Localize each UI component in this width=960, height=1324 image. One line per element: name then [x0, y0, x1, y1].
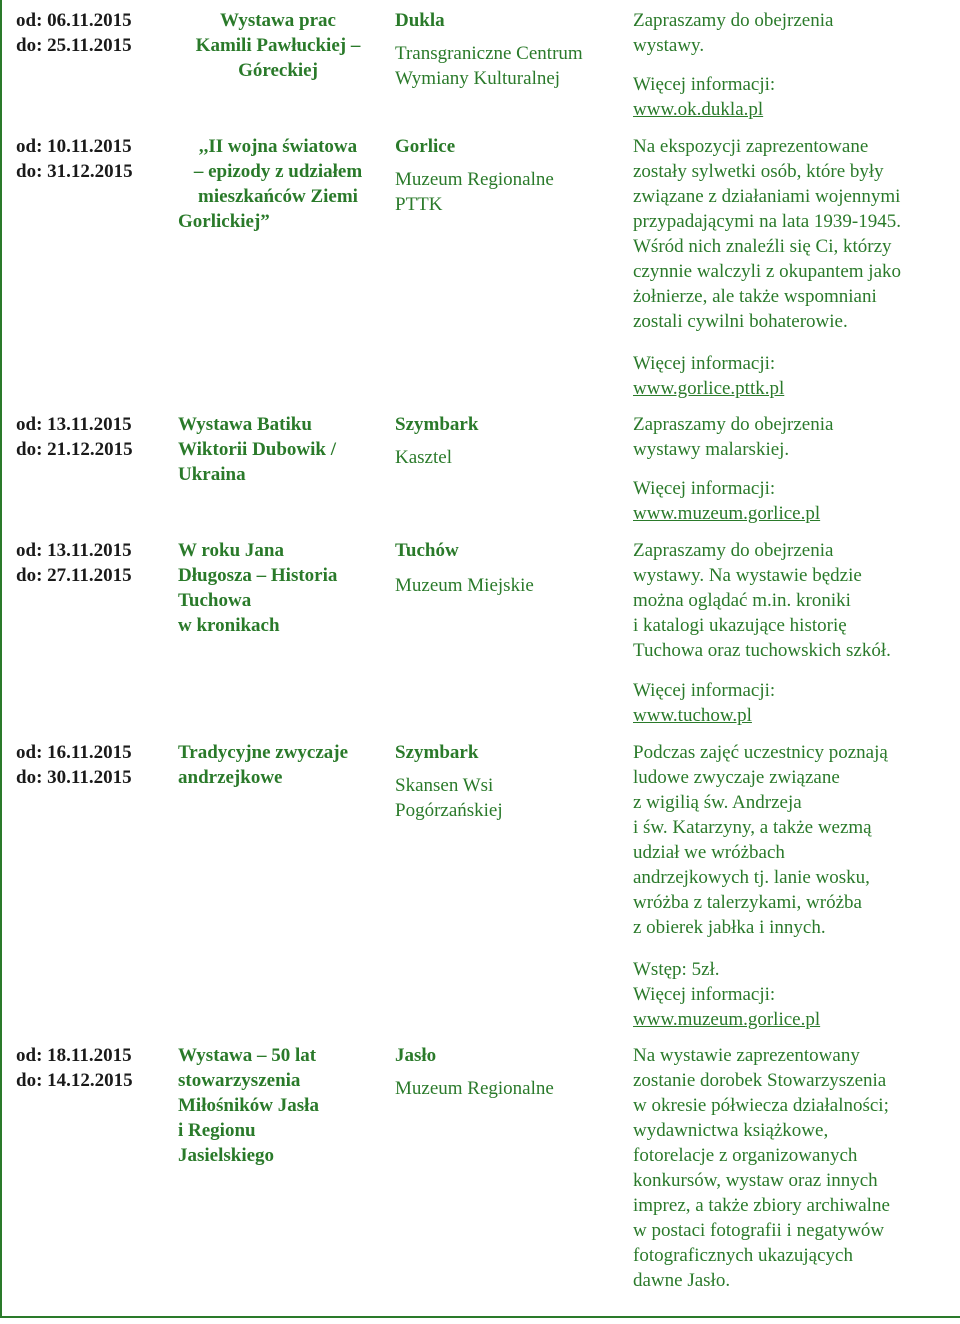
date-to: do: 31.12.2015: [16, 161, 133, 182]
date-from: od: 10.11.2015: [16, 136, 132, 157]
desc-line: fotorelacje z organizowanych: [633, 1145, 858, 1166]
event-dates: [16, 412, 166, 462]
title-line: Góreckiej: [238, 60, 318, 81]
title-line: Tuchowa: [178, 590, 252, 611]
more-info-link[interactable]: www.gorlice.pttk.pl: [633, 378, 785, 399]
place-venue: [395, 41, 615, 91]
event-place: [395, 8, 615, 91]
title-line: Gorlickiej”: [178, 211, 270, 232]
desc-line: wróżba z talerzykami, wróżba: [633, 892, 862, 913]
date-to: do: 21.12.2015: [16, 439, 133, 460]
desc-line: Zapraszamy do obejrzenia: [633, 414, 834, 435]
date-from: od: 13.11.2015: [16, 414, 132, 435]
title-line: Długosza – Historia: [178, 565, 338, 586]
event-description: [633, 134, 953, 401]
event-title: [178, 740, 378, 790]
event-description: [633, 1043, 953, 1293]
date-from: od: 06.11.2015: [16, 10, 132, 31]
date-to: do: 14.12.2015: [16, 1070, 133, 1091]
title-line: ,,II wojna światowa: [198, 136, 358, 157]
desc-line: konkursów, wystaw oraz innych: [633, 1170, 878, 1191]
desc-line: Tuchowa oraz tuchowskich szkół.: [633, 640, 891, 661]
desc-line: i św. Katarzyny, a także wezmą: [633, 817, 872, 838]
title-line: stowarzyszenia: [178, 1070, 301, 1091]
place-venue: [395, 445, 615, 470]
venue-line: Muzeum Regionalne: [395, 169, 554, 190]
title-line: i Regionu: [178, 1120, 256, 1141]
event-place: [395, 134, 615, 217]
more-info-label: Więcej informacji:: [633, 984, 776, 1005]
desc-line: w postaci fotografii i negatywów: [633, 1220, 885, 1241]
more-info-label: Więcej informacji:: [633, 353, 776, 374]
place-city: Jasło: [395, 1045, 437, 1066]
venue-line: Muzeum Regionalne: [395, 1078, 554, 1099]
event-dates: [16, 538, 166, 588]
more-info-label: Więcej informacji:: [633, 680, 776, 701]
desc-line: udział we wróżbach: [633, 842, 785, 863]
venue-line: Skansen Wsi: [395, 775, 494, 796]
title-line: mieszkańców Ziemi: [198, 186, 358, 207]
desc-line: przypadającymi na lata 1939-1945.: [633, 211, 902, 232]
desc-line: fotograficznych ukazujących: [633, 1245, 853, 1266]
desc-line: dawne Jasło.: [633, 1270, 731, 1291]
desc-line: w okresie półwiecza działalności;: [633, 1095, 889, 1116]
title-line: Wystawa Batiku: [178, 414, 312, 435]
desc-line: Wśród nich znaleźli się Ci, którzy: [633, 236, 892, 257]
title-line: andrzejkowe: [178, 767, 283, 788]
desc-line: żołnierze, ale także wspomniani: [633, 286, 877, 307]
more-info-link[interactable]: www.muzeum.gorlice.pl: [633, 1009, 821, 1030]
event-title: [178, 412, 378, 487]
event-dates: [16, 1043, 166, 1093]
date-from: od: 18.11.2015: [16, 1045, 132, 1066]
event-place: [395, 740, 615, 823]
title-line: Wystawa prac: [220, 10, 336, 31]
place-city: Szymbark: [395, 742, 479, 763]
desc-line: wystawy. Na wystawie będzie: [633, 565, 862, 586]
desc-line: Zapraszamy do obejrzenia: [633, 540, 834, 561]
place-city: Gorlice: [395, 136, 456, 157]
event-place: [395, 412, 615, 470]
place-venue: [395, 167, 615, 217]
desc-line: czynnie walczyli z okupantem jako: [633, 261, 902, 282]
venue-line: Muzeum Miejskie: [395, 575, 534, 596]
desc-line: zostali cywilni bohaterowie.: [633, 311, 848, 332]
admission-fee: Wstęp: 5zł.: [633, 959, 720, 980]
event-dates: [16, 134, 166, 184]
event-dates: [16, 740, 166, 790]
place-venue: [395, 1076, 615, 1101]
page-bottom-border: [0, 1316, 960, 1318]
title-line: W roku Jana: [178, 540, 284, 561]
date-to: do: 25.11.2015: [16, 35, 132, 56]
desc-line: andrzejkowych tj. lanie wosku,: [633, 867, 870, 888]
desc-line: Zapraszamy do obejrzenia: [633, 10, 834, 31]
place-venue: [395, 573, 615, 598]
event-title: [178, 134, 378, 234]
date-from: od: 13.11.2015: [16, 540, 132, 561]
place-venue: [395, 773, 615, 823]
title-line: Wystawa – 50 lat: [178, 1045, 317, 1066]
desc-line: wystawy malarskiej.: [633, 439, 790, 460]
desc-line: Podczas zajęć uczestnicy poznają: [633, 742, 888, 763]
more-info-link[interactable]: www.tuchow.pl: [633, 705, 752, 726]
page-left-border: [0, 0, 2, 1318]
desc-line: z wigilią św. Andrzeja: [633, 792, 802, 813]
event-description: [633, 740, 953, 1032]
event-description: [633, 538, 953, 728]
more-info-link[interactable]: www.muzeum.gorlice.pl: [633, 503, 821, 524]
title-line: Ukraina: [178, 464, 246, 485]
more-info-label: Więcej informacji:: [633, 74, 776, 95]
desc-line: Na wystawie zaprezentowany: [633, 1045, 860, 1066]
event-title: [178, 8, 378, 83]
title-line: Tradycyjne zwyczaje: [178, 742, 349, 763]
date-from: od: 16.11.2015: [16, 742, 132, 763]
venue-line: Kasztel: [395, 447, 452, 468]
date-to: do: 30.11.2015: [16, 767, 132, 788]
place-city: Szymbark: [395, 414, 479, 435]
desc-line: można oglądać m.in. kroniki: [633, 590, 851, 611]
date-to: do: 27.11.2015: [16, 565, 132, 586]
title-line: Miłośników Jasła: [178, 1095, 319, 1116]
venue-line: Transgraniczne Centrum: [395, 43, 583, 64]
venue-line: PTTK: [395, 194, 443, 215]
desc-line: wystawy.: [633, 35, 705, 56]
venue-line: Wymiany Kulturalnej: [395, 68, 561, 89]
event-title: [178, 538, 378, 638]
desc-line: z obierek jabłka i innych.: [633, 917, 826, 938]
event-description: [633, 8, 953, 122]
desc-line: związane z działaniami wojennymi: [633, 186, 901, 207]
desc-line: ludowe zwyczaje związane: [633, 767, 840, 788]
desc-line: imprez, a także zbiory archiwalne: [633, 1195, 890, 1216]
title-line: w kronikach: [178, 615, 280, 636]
desc-line: zostały sylwetki osób, które były: [633, 161, 884, 182]
title-line: – epizody z udziałem: [193, 161, 363, 182]
title-line: Kamili Pawłuckiej –: [195, 35, 361, 56]
desc-line: zostanie dorobek Stowarzyszenia: [633, 1070, 887, 1091]
event-title: [178, 1043, 378, 1168]
more-info-link[interactable]: www.ok.dukla.pl: [633, 99, 764, 120]
place-city: Dukla: [395, 10, 445, 31]
more-info-label: Więcej informacji:: [633, 478, 776, 499]
event-description: [633, 412, 953, 526]
event-dates: [16, 8, 166, 58]
desc-line: i katalogi ukazujące historię: [633, 615, 847, 636]
title-line: Jasielskiego: [178, 1145, 275, 1166]
desc-line: wydawnictwa książkowe,: [633, 1120, 829, 1141]
title-line: Wiktorii Dubowik /: [178, 439, 337, 460]
place-city: Tuchów: [395, 540, 459, 561]
desc-line: Na ekspozycji zaprezentowane: [633, 136, 869, 157]
event-place: [395, 1043, 615, 1101]
event-place: [395, 538, 615, 598]
venue-line: Pogórzańskiej: [395, 800, 503, 821]
